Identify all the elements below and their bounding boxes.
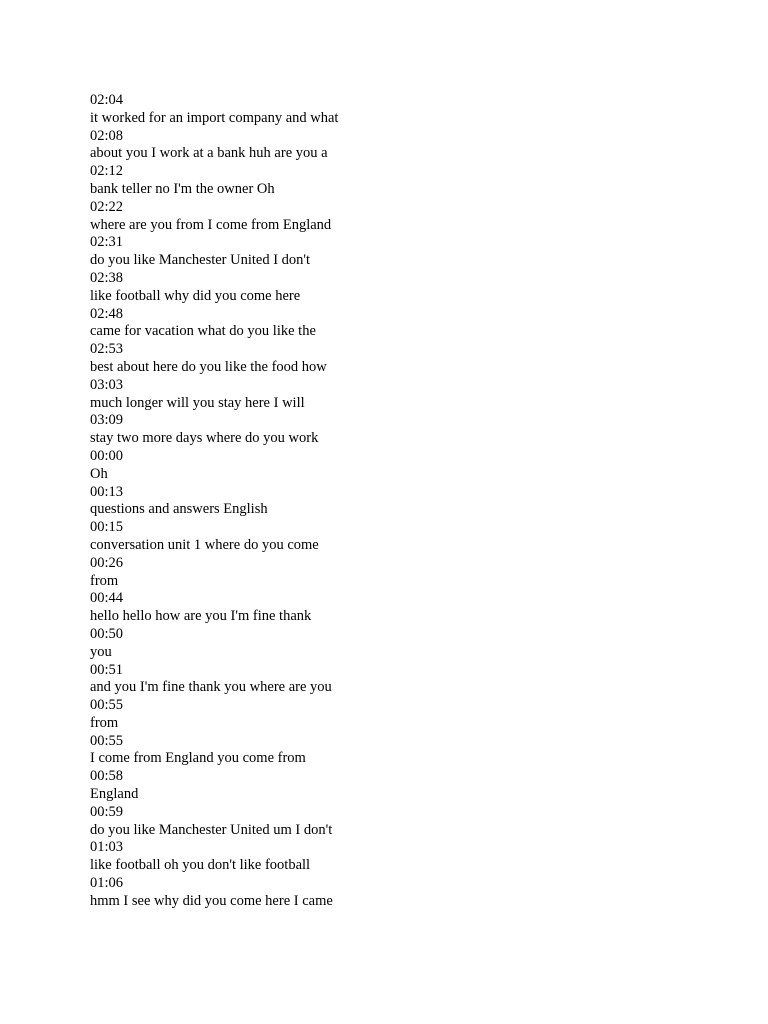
transcript-entry xyxy=(90,412,730,448)
timestamp: 02:12 xyxy=(90,163,124,180)
transcript-entry xyxy=(90,875,730,911)
caption-text: England xyxy=(90,786,139,803)
caption-text: about you I work at a bank huh are you a xyxy=(90,145,328,162)
transcript-entry xyxy=(90,590,730,626)
transcript-entry xyxy=(90,199,730,235)
caption-text: do you like Manchester United I don't xyxy=(90,252,311,269)
caption-text: from xyxy=(90,714,119,731)
caption-text: from xyxy=(90,572,119,589)
transcript-entry xyxy=(90,519,730,555)
timestamp: 00:15 xyxy=(90,519,124,536)
caption-text: stay two more days where do you work xyxy=(90,430,319,447)
caption-text: best about here do you like the food how xyxy=(90,358,327,375)
timestamp: 03:03 xyxy=(90,376,124,393)
caption-text: and you I'm fine thank you where are you xyxy=(90,679,332,696)
transcript-entry xyxy=(90,484,730,520)
timestamp: 02:53 xyxy=(90,341,124,358)
timestamp: 00:55 xyxy=(90,732,124,749)
timestamp: 00:58 xyxy=(90,768,124,785)
timestamp: 02:48 xyxy=(90,305,124,322)
caption-text: it worked for an import company and what xyxy=(90,109,339,126)
timestamp: 02:08 xyxy=(90,127,124,144)
caption-text: I come from England you come from xyxy=(90,750,306,767)
transcript-entry xyxy=(90,626,730,662)
transcript-entry xyxy=(90,128,730,164)
caption-text: hmm I see why did you come here I came xyxy=(90,892,333,909)
timestamp: 01:06 xyxy=(90,875,124,892)
transcript-entry xyxy=(90,163,730,199)
caption-text: much longer will you stay here I will xyxy=(90,394,305,411)
timestamp: 02:22 xyxy=(90,198,124,215)
transcript-entry xyxy=(90,341,730,377)
timestamp: 00:55 xyxy=(90,697,124,714)
timestamp: 00:44 xyxy=(90,590,124,607)
timestamp: 01:03 xyxy=(90,839,124,856)
caption-text: you xyxy=(90,643,112,660)
caption-text: conversation unit 1 where do you come xyxy=(90,536,319,553)
caption-text: bank teller no I'm the owner Oh xyxy=(90,180,275,197)
timestamp: 00:51 xyxy=(90,661,124,678)
caption-text: like football oh you don't like football xyxy=(90,857,311,874)
transcript-entry xyxy=(90,234,730,270)
caption-text: like football why did you come here xyxy=(90,287,301,304)
transcript-entry xyxy=(90,804,730,840)
timestamp: 02:38 xyxy=(90,269,124,286)
caption-text: do you like Manchester United um I don't xyxy=(90,821,333,838)
timestamp: 02:04 xyxy=(90,92,124,108)
timestamp: 00:13 xyxy=(90,483,124,500)
transcript-entry xyxy=(90,768,730,804)
caption-text: came for vacation what do you like the xyxy=(90,323,316,340)
transcript-entry xyxy=(90,377,730,413)
caption-text: hello hello how are you I'm fine thank xyxy=(90,608,312,625)
caption-text: questions and answers English xyxy=(90,501,268,518)
transcript-entry xyxy=(90,92,730,128)
transcript xyxy=(90,92,730,911)
transcript-entry xyxy=(90,270,730,306)
transcript-entry xyxy=(90,697,730,733)
transcript-entry xyxy=(90,306,730,342)
transcript-entry xyxy=(90,448,730,484)
transcript-entry xyxy=(90,555,730,591)
timestamp: 00:26 xyxy=(90,554,124,571)
transcript-entry xyxy=(90,733,730,769)
transcript-entry xyxy=(90,839,730,875)
caption-text: Oh xyxy=(90,465,108,482)
transcript-entry xyxy=(90,662,730,698)
timestamp: 03:09 xyxy=(90,412,124,429)
caption-text: where are you from I come from England xyxy=(90,216,332,233)
timestamp: 02:31 xyxy=(90,234,124,251)
timestamp: 00:00 xyxy=(90,447,124,464)
timestamp: 00:50 xyxy=(90,625,124,642)
timestamp: 00:59 xyxy=(90,803,124,820)
